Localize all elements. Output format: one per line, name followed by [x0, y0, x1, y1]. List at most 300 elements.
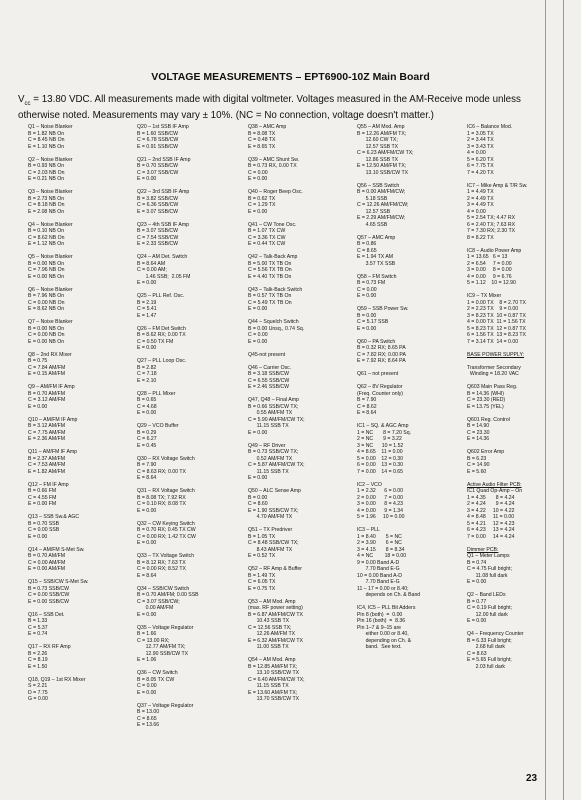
- measurement-line: 12.57 SSB: [357, 208, 391, 215]
- measurement-line: E = 0.00: [28, 533, 48, 540]
- measurement-line: 12.86 SSB TX: [357, 156, 399, 163]
- measurement-line: Q20 – 1st SSB IF Amp: [137, 124, 189, 130]
- measurement-line: Q3 – Noise Blanker: [28, 189, 73, 195]
- measurement-line: E = 0.00: [248, 429, 268, 436]
- measurement-line: E = 0.00: [137, 540, 157, 546]
- measurement-line: 6 = 1.56 TX 13 = 8.23 TX: [467, 332, 526, 338]
- measurement-line: C = 3.07 SSB/CW: [137, 169, 179, 176]
- measurement-line: Q25 – PLL Ref. Osc.: [137, 293, 185, 299]
- measurement-line: C = 6.78 SSB/CW: [137, 137, 179, 143]
- measurement-line: E = 0.00: [248, 176, 268, 182]
- measurement-line: B = 0.70 RX; 0.45 TX CW: [137, 527, 196, 533]
- measurement-line: E = 0.75 TX: [248, 585, 276, 592]
- measurement-line: B = 0.00 NB On: [28, 325, 65, 332]
- measurement-line: E = 0.00 AM/FM: [28, 566, 65, 572]
- measurement-line: C = 5.17 SSB: [357, 319, 389, 325]
- measurement-line: IC8 – Audio Power Amp: [467, 247, 522, 254]
- measurement-line: C = 4.68: [137, 403, 157, 410]
- measurement-line: C = 8.65: [137, 715, 157, 722]
- measurement-line: 12.26 AM/FM TX: [248, 631, 296, 637]
- measurement-line: Winding = 18.20 VAC: [467, 371, 519, 377]
- measurement-line: B = 0.32 RX; 8.65 PA: [357, 345, 406, 351]
- measurement-line: C = 8.62: [357, 403, 377, 410]
- measurement-line: Q13 – SSB Sw.& AGC: [28, 514, 80, 520]
- measurement-line: 12.90 SSB/CW TX: [137, 650, 189, 657]
- measurement-line: E = 1.47: [137, 312, 157, 319]
- measurement-line: B = 0.00: [357, 312, 377, 319]
- measurement-line: Q22 – 3rd SSB IF Amp: [137, 189, 190, 195]
- measurement-line: depends on Ch. & Band: [357, 592, 421, 598]
- measurement-line: Q601 Reg. Control: [467, 416, 510, 423]
- measurement-line: 4.65 SSB: [357, 221, 388, 228]
- measurement-line: 4.70 AM/FM TX: [248, 514, 293, 520]
- measurement-line: G = 0.00: [28, 696, 48, 702]
- measurement-line: 2 = 4.24 9 = 4.24: [467, 501, 515, 507]
- measurement-line: Q34 – SSB/CW Switch: [137, 585, 190, 592]
- measurement-line: C = 12.56 SSB TX;: [248, 624, 292, 631]
- measurement-line: B = 0.10 NB On: [28, 228, 65, 234]
- measurement-line: B = 0.62 TX: [248, 195, 276, 202]
- measurement-line: Pin 1–7 & 9–15 are: [357, 624, 402, 631]
- measurement-line: 5 = 6.20 TX: [467, 156, 494, 163]
- measurement-line: B = 3.07 SSB/CW: [137, 228, 178, 234]
- measurement-line: E = 8.64: [357, 410, 377, 416]
- measurement-line: C = 23.30: [467, 429, 490, 436]
- measurement-line: 4 = 0.00 9 = 6.76: [467, 273, 512, 280]
- measurement-line: Q54 – AM Mod. Amp: [248, 657, 296, 663]
- measurement-line: Q1 – Noise Blanker: [28, 124, 73, 130]
- measurement-line: Q17 – RX RF Amp: [28, 644, 71, 650]
- measurement-line: B = 3.12 AM/FM: [28, 423, 65, 429]
- measurement-line: 12.77 AM/FM TX;: [137, 644, 186, 650]
- measurement-line: B = 2.26: [28, 650, 48, 657]
- measurement-line: C = 13.00 RX;: [137, 637, 170, 644]
- measurement-line: B = 0.00 AM/FM/CW;: [357, 189, 406, 195]
- measurement-line: B = 0.86: [357, 241, 377, 247]
- measurement-line: B = 0.57 TX TB On: [248, 293, 292, 299]
- measurement-line: E = 0.74: [28, 631, 48, 637]
- measurement-line: E = 14.36: [467, 436, 490, 442]
- measurement-line: 2 = 0.00 7 = 0.00: [357, 494, 404, 501]
- measurement-line: 9 = 0.00 Band A-D: [357, 559, 400, 566]
- measurement-line: B = 0.73 SSB/CW: [28, 585, 69, 592]
- measurement-line: C = 6.05 TX: [248, 579, 276, 585]
- measurement-line: C = 8.63 RX; 0.00 TX: [137, 468, 186, 475]
- measurement-line: E = 1.82 AM/FM: [28, 468, 65, 475]
- measurement-line: 2.68 full dark: [467, 644, 506, 650]
- measurement-line: Q6 – Noise Blanker: [28, 286, 73, 293]
- measurement-line: Q47, Q48 – Final Amp: [248, 397, 299, 403]
- measurement-line: Q30 – RX Voltage Switch: [137, 455, 195, 462]
- measurement-line: IC1 – SQ. & AGC Amp: [357, 423, 409, 429]
- measurement-line: 6 = 0.00 13 = 0.30: [357, 462, 404, 468]
- measurement-line: B = 0.70 SSB: [28, 520, 60, 527]
- measurement-line: 5 = 4.21 12 = 4.23: [467, 520, 515, 527]
- measurement-line: 3 = 4.22 10 = 4.22: [467, 507, 515, 514]
- measurement-line: Q35 – Voltage Regulator: [137, 624, 194, 631]
- measurement-line: 6 = 7.75 TX: [467, 163, 494, 169]
- measurement-line: E = 1.10 NB On: [28, 143, 65, 150]
- measurement-line: C = 6.23 AM/FM/CW TX;: [357, 150, 414, 156]
- measurement-line: 12.00 full dark: [467, 611, 508, 618]
- measurement-line: S = 2.21: [28, 683, 48, 689]
- measurement-line: E = 1.12 NB On: [28, 241, 65, 247]
- measurement-line: Q21 – 2nd SSB IF Amp: [137, 156, 191, 163]
- measurement-line: 7 = 0.00 14 = 4.24: [467, 533, 515, 540]
- measurement-line: E = 8.65 TX: [248, 143, 276, 150]
- measurement-line: IC9 – TX Mixer: [467, 293, 502, 299]
- measurement-line: C = 6.36 SSB/CW: [137, 202, 179, 208]
- vcc-label: V: [18, 94, 25, 105]
- measurement-line: B = 6.33 Full bright;: [467, 637, 512, 644]
- measurement-line: C = 3.07 SSB/CW;: [137, 598, 180, 605]
- measurement-line: C = 23.30 (RED): [467, 397, 506, 403]
- vcc-subscript: cc: [24, 100, 31, 107]
- measurement-line: E = 3.07 SSB/CW: [137, 208, 178, 215]
- measurement-line: E = 0.15 AM/FM: [28, 371, 65, 377]
- measurement-column-5: [467, 124, 577, 670]
- measurement-line: C = 8.60: [248, 501, 268, 507]
- measurement-line: B = 2.82: [137, 364, 157, 371]
- measurement-line: 7 = 3.14 TX 14 = 0.00: [467, 338, 519, 345]
- measurement-line: B = 0.73 FM: [357, 280, 386, 286]
- measurement-line: E = 0.00: [467, 618, 487, 624]
- measurement-line: B = 1.05 TX: [248, 533, 276, 540]
- measurement-line: Q53 – AM Mod. Amp: [248, 598, 296, 605]
- measurement-line: Q18, Q19 – 1st RX Mixer: [28, 676, 86, 683]
- measurement-line: C = 0.00 NB On: [28, 332, 65, 338]
- measurement-line: C = 4.55 FM: [28, 494, 57, 501]
- measurement-line: 11.15 SSB TX: [248, 468, 289, 475]
- measurement-line: C = 7.18: [137, 371, 157, 377]
- measurement-line: B = 0.70 AM/FM: [28, 390, 65, 397]
- measurement-line: 2 = 6.54 7 = 0.00: [467, 260, 512, 267]
- measurement-line: Q37 – Voltage Regulator: [137, 702, 194, 709]
- measurement-line: E = 0.00: [137, 410, 157, 416]
- measurement-line: B = 0.70 AM/FM: [28, 553, 65, 559]
- measurement-line: B = 0.74: [467, 559, 487, 566]
- measurement-line: E = 0.45: [137, 442, 157, 449]
- measurement-line: C = 7.96 NB On: [28, 267, 65, 273]
- measurement-line: C = 5.87 AM/FM/CW TX;: [248, 462, 305, 468]
- measurement-line: 5 = 0.00 12 = 0.30: [357, 455, 404, 462]
- measurement-line: Q43 – Talk-Back Switch: [248, 286, 303, 293]
- measurement-line: B = 0.77: [467, 598, 487, 605]
- measurement-line: B = 0.70 AM/FM; 0.00 SSB: [137, 592, 199, 598]
- measurement-column-3: [248, 124, 356, 703]
- measurement-line: Q12 – FM IF Amp: [28, 481, 69, 488]
- measurement-line: E = 0.44 TX CW: [248, 241, 286, 247]
- measurement-line: E = 13.60 AM/FM TX;: [248, 689, 298, 696]
- measurement-line: C = 0.00: [248, 169, 268, 176]
- measurement-line: Q4 – Frequency Counter: [467, 631, 524, 637]
- measurement-line: B = 0.29: [137, 429, 157, 436]
- measurement-line: C = 0.00: [137, 683, 157, 689]
- measurement-line: C = 8.63: [467, 650, 487, 657]
- measurement-line: Q8 – 2nd RX Mixer: [28, 351, 72, 358]
- measurement-line: E = 0.00: [248, 475, 268, 481]
- measurement-line: 7.70 Band E-G: [357, 566, 400, 572]
- measurement-line: 2 = 4.49 TX: [467, 195, 494, 202]
- measurement-line: E = 0.52 TX: [248, 553, 276, 559]
- measurement-line: Q2 – Noise Blanker: [28, 156, 73, 163]
- measurement-line: Q45-not present: [248, 351, 286, 358]
- measurement-line: Q36 – CW Switch: [137, 670, 178, 676]
- measurement-line: E = 0.91 SSB/CW: [137, 143, 178, 150]
- page-title: VOLTAGE MEASUREMENTS – EPT6900-10Z Main Board: [151, 71, 430, 83]
- measurement-line: C = 8.45 NB On: [28, 137, 65, 143]
- measurement-line: Q1 – Meter Lamps: [467, 553, 510, 559]
- measurement-line: C = 3.36 TX CW: [248, 234, 286, 241]
- measurement-line: Q50 – ALC Sense Amp: [248, 488, 301, 494]
- measurement-line: 11 – 17 = 0.00 or 8.40;: [357, 585, 409, 592]
- measurement-line: band. See text.: [357, 644, 402, 650]
- measurement-line: E = 4.40 TX TB On: [248, 273, 292, 280]
- measurement-line: Q602 Error Amp: [467, 449, 505, 455]
- measurement-line: B = 0.66 SSB/CW TX;: [248, 403, 299, 410]
- measurement-line: B = 0.75: [28, 358, 48, 364]
- measurement-line: either 0.00 or 8.40,: [357, 631, 409, 637]
- measurement-line: 6 = 4.23 13 = 4.24: [467, 527, 515, 533]
- measurement-line: Q2 – Band LEDs: [467, 592, 506, 598]
- measurement-line: E = 0.00 NB On: [28, 273, 65, 280]
- measurement-line: IC6 – Balance Mod.: [467, 124, 513, 130]
- measurement-line: E = 0.00: [467, 579, 487, 585]
- measurement-line: B = 7.90: [137, 462, 157, 468]
- measurement-line: E = 0.00: [137, 280, 157, 286]
- measurement-line: B = 7.90: [357, 397, 377, 403]
- measurement-line: Q42 – Talk-Back Amp: [248, 254, 298, 260]
- measurement-line: C = 0.50 TX FM: [137, 338, 174, 345]
- measurement-column-2: [137, 124, 245, 729]
- measurement-line: Q38 – AMC Amp: [248, 124, 287, 130]
- measurement-line: C = 7.53 AM/FM: [28, 462, 66, 468]
- measurement-line: E = 5.65 Full bright;: [467, 657, 512, 663]
- measurement-line: C = 6.27: [137, 436, 157, 442]
- measurement-line: 5 = 8.23 TX 12 = 0.87 TX: [467, 325, 526, 332]
- measurement-line: 12.60 CW TX;: [357, 137, 398, 143]
- measurement-line: C = 6.40 AM/FM/CW TX;: [248, 676, 305, 683]
- measurement-line: E = 2.46 SSB/CW: [248, 384, 289, 390]
- measurement-line: B = 0.65: [137, 397, 157, 403]
- measurement-line: Q9 – AM/FM IF Amp: [28, 384, 75, 390]
- measurement-line: C = 0.00: [357, 286, 377, 293]
- measurement-line: B = 8.08 TX; 7.92 RX: [137, 494, 186, 501]
- measurement-line: 3 = 4.15 8 = 8.34: [357, 546, 405, 553]
- measurement-line: C = 8.65: [357, 247, 377, 254]
- measurement-line: Q60 – PA Switch: [357, 338, 396, 345]
- measurement-line: E = 0.00: [248, 306, 268, 312]
- measurement-column-4: [357, 124, 465, 651]
- measurement-line: Q55 – AM Mod. Amp: [357, 124, 405, 130]
- measurement-line: C = 0.00 AM;: [137, 267, 167, 273]
- measurement-line: 4 = 8.65 11 = 0.00: [357, 449, 403, 455]
- measurement-line: E = 6.32 AM/FM/CW TX: [248, 637, 303, 644]
- measurement-line: 13.10 SSB/CW TX: [357, 169, 409, 176]
- measurement-line: Q59 – SSB Power Sw.: [357, 306, 409, 312]
- measurement-line: B = 13.00: [137, 709, 160, 715]
- measurement-line: 7 = 0.00 14 = 0.65: [357, 468, 404, 475]
- measurement-line: E = 0.00: [137, 611, 157, 618]
- measurement-line: 5 = 2.54 TX; 4.47 RX: [467, 215, 516, 221]
- measurement-line: Q49 – RF Driver: [248, 442, 286, 449]
- measurement-line: B = 2.19: [137, 299, 157, 306]
- measurement-line: IC4, IC5 – PLL Bit Adders: [357, 605, 416, 611]
- measurement-line: E = 2.33 SSB/CW: [137, 241, 178, 247]
- measurement-line: C = 8.48 SSB/CW TX;: [248, 540, 299, 546]
- measurement-line: Q15 – SSB/CW S-Met Sw.: [28, 579, 89, 585]
- measurement-line: C = 0.00 SSB/CW: [28, 592, 70, 598]
- measurement-line: 1 = 4.35 8 = 4.24: [467, 494, 515, 501]
- measurement-line: 3 = NC 10 = 1.52: [357, 442, 404, 449]
- measurement-line: C = 7.82 RX; 0.00 PA: [357, 351, 406, 358]
- measurement-line: Dimmer PCB:: [467, 546, 499, 553]
- measurement-line: 13.70 SSB/CW TX: [248, 696, 300, 702]
- measurement-line: 6 = 2.40 TX; 7.63 RX: [467, 221, 516, 228]
- measurement-line: E = 1.06: [137, 657, 157, 663]
- measurement-line: B = 1.33: [28, 618, 48, 624]
- measurement-line: Q62 – 8V Regulator: [357, 384, 403, 390]
- measurement-line: E = 13.75 (YEL): [467, 403, 504, 410]
- measurement-line: C = 14.90: [467, 462, 490, 468]
- measurement-line: Q14 – AM/FM S-Met Sw.: [28, 546, 85, 553]
- measurement-line: 1 = 3.05 TX: [467, 130, 494, 137]
- measurement-line: 1 = 13.65 6 = 13: [467, 254, 508, 260]
- measurement-line: 1 = 4.49 TX: [467, 189, 494, 195]
- measurement-line: Q57 – AMC Amp: [357, 234, 396, 241]
- measurement-line: C = 6.55 SSB/CW: [248, 377, 290, 384]
- measurement-line: B = 1.49 TX: [248, 572, 276, 579]
- measurement-line: 10.43 SSB TX: [248, 618, 290, 624]
- measurement-line: Q27 – PLL Loop Osc.: [137, 358, 187, 364]
- measurement-line: Q603 Main Pass Reg.: [467, 384, 518, 390]
- measurement-line: B = 1.82 NB On: [28, 130, 65, 137]
- measurement-line: 0.52 AM/FM TX: [248, 455, 293, 462]
- measurement-line: IC1 Quad Op-Amp – On: [467, 488, 523, 494]
- measurement-line: (max. RF power setting): [248, 605, 303, 611]
- measurement-line: C = 2.03 NB On: [28, 169, 65, 176]
- measurement-line: C = 8.62 NB On: [28, 234, 65, 241]
- measurement-line: E = 1.90 SSB/CW TX;: [248, 507, 299, 514]
- measurement-line: E = 0.00: [357, 325, 377, 332]
- measurement-line: C = 4.75 Full bright;: [467, 566, 513, 572]
- measurement-line: Q46 – Carrier Osc.: [248, 364, 292, 371]
- measurement-line: C = 12.26 AM/FM/CW;: [357, 202, 409, 208]
- measurement-line: Q7 – Noise Blanker: [28, 319, 73, 325]
- measurement-line: C = 0.00 RX; 1.42 TX CW: [137, 533, 196, 540]
- measurement-line: B = 0.00: [248, 494, 268, 501]
- measurement-line: Q29 – VCO Buffer: [137, 423, 179, 429]
- measurement-line: Q4 – Noise Blanker: [28, 221, 73, 228]
- page-number: 23: [526, 773, 538, 784]
- measurement-line: B = 0.00 NB On: [28, 260, 65, 267]
- measurement-line: 4 = 0.00: [467, 150, 486, 156]
- measurement-line: 1 = 2.32 6 = 0.00: [357, 488, 404, 494]
- measurement-line: C = 8.18 NB On: [28, 202, 65, 208]
- measurement-line: 1.46 SSB; 2.05 FM: [137, 273, 191, 280]
- measurement-line: D = 7.75: [28, 689, 48, 696]
- measurement-line: 11.00 SSB TX: [248, 644, 289, 650]
- measurement-line: Q10 – AM/FM IF Amp: [28, 416, 78, 423]
- measurement-line: 1 = 0.00 TX 8 = 2.70 TX: [467, 299, 526, 306]
- measurement-line: B = 2.73 NB On: [28, 195, 65, 202]
- measurement-line: Q56 – SSB Switch: [357, 182, 400, 189]
- measurement-line: BASE POWER SUPPLY:: [467, 351, 525, 358]
- measurement-line: Active Audio Filter PCB:: [467, 481, 522, 488]
- measurement-line: E = 0.00: [357, 293, 377, 299]
- measurement-line: Transformer Secondary: [467, 364, 521, 371]
- measurement-line: B = 1.60 SSB/CW: [137, 130, 178, 137]
- measurement-line: B = 8.12 RX; 7.63 TX: [137, 559, 186, 566]
- measurement-line: C = 0.19 Full bright;: [467, 605, 513, 611]
- measurement-line: 7 = 7.30 RX; 2.30 TX: [467, 228, 516, 234]
- measurement-line: E = 2.29 AM/FM/CW;: [357, 215, 406, 221]
- measurement-line: 5 = 1.12 10 = 12.90: [467, 280, 516, 286]
- measurement-line: B = 14.90: [467, 423, 490, 429]
- measurement-line: C = 1.29 TX: [248, 202, 276, 208]
- measurement-line: B = 14.36 (WHI): [467, 390, 504, 397]
- measurement-line: B = 7.96 NB On: [28, 293, 65, 299]
- measurement-line: 13.10 SSB/CW TX: [248, 670, 300, 676]
- measurement-line: E = 8.64: [137, 475, 157, 481]
- measurement-line: 12.57 SSB TX: [357, 143, 399, 150]
- measurement-line: E = 12.50 AM/FM TX;: [357, 163, 407, 169]
- measurement-line: B = 0.93 NB On: [28, 163, 65, 169]
- measurement-line: B = 0.66 FM: [28, 488, 57, 494]
- measurement-line: 10 = 0.00 Band A-D: [357, 572, 403, 579]
- measurement-line: Q58 – FM Switch: [357, 273, 397, 280]
- measurement-line: 3 = 4.49 TX: [467, 202, 494, 208]
- intro-text: = 13.80 VDC. All measurements made with digital voltmeter. Voltages measured in the AM-Receive mode unless otherwise noted. Measurements may vary ± 10%. (NC = No connection, voltage doesn't matter.): [18, 94, 521, 122]
- measurement-line: Q16 – SSB Det.: [28, 611, 65, 618]
- measurement-line: 2.03 full dark: [467, 663, 506, 670]
- measurement-line: B = 0.00 Unsq., 0.74 Sq.: [248, 325, 305, 332]
- measurement-line: 2 = 3.44 TX: [467, 137, 494, 143]
- measurement-line: B = 8.08 TX: [248, 130, 276, 137]
- measurement-line: 5.18 SSB: [357, 195, 388, 202]
- measurement-line: B = 2.37 AM/FM: [28, 455, 65, 462]
- measurement-line: 4 = 0.00 TX 11 = 1.56 TX: [467, 319, 526, 325]
- measurement-column-1: [28, 124, 133, 703]
- measurement-line: Q5 – Noise Blanker: [28, 254, 73, 260]
- measurement-line: Q24 – AM Det. Switch: [137, 254, 188, 260]
- measurement-line: C = 0.00 NB On: [28, 299, 65, 306]
- measurement-line: E = 0.00: [248, 338, 268, 345]
- measurement-line: (Freq. Counter only): [357, 390, 403, 397]
- measurement-line: E = 13.66: [137, 722, 160, 728]
- measurement-line: B = 8.62 RX; 0.00 TX: [137, 332, 186, 338]
- measurement-line: E = 0.00 NB On: [28, 338, 65, 345]
- measurement-line: Q31 – RX Voltage Switch: [137, 488, 195, 494]
- measurement-line: Q11 – AM/FM IF Amp: [28, 449, 78, 455]
- measurement-line: E = 2.08 NB On: [28, 208, 65, 215]
- measurement-line: 3 = 8.23 TX 10 = 0.87 TX: [467, 312, 526, 319]
- measurement-line: E = 0.00: [137, 176, 157, 182]
- measurement-line: C = 5.37: [28, 624, 48, 631]
- measurement-line: B = 0.70 SSB/CW: [137, 163, 178, 169]
- measurement-line: B = 1.66: [137, 631, 157, 637]
- measurement-line: C = 0.00 SSB: [28, 527, 60, 533]
- measurement-line: B = 8.64 AM: [137, 260, 166, 267]
- measurement-line: 8 = 8.22 TX: [467, 234, 494, 241]
- measurement-line: C = 7.54 SSB/CW: [137, 234, 179, 241]
- measurement-line: Q41 – CW Tone Osc.: [248, 221, 297, 228]
- measurement-line: C = 7.84 AM/FM: [28, 364, 66, 371]
- measurement-line: Q28 – PLL Mixer: [137, 390, 176, 397]
- measurement-line: E = 1.50: [28, 663, 48, 670]
- measurement-line: Q23 – 4th SSB IF Amp: [137, 221, 190, 228]
- measurement-line: B = 12.26 AM/FM TX;: [357, 130, 407, 137]
